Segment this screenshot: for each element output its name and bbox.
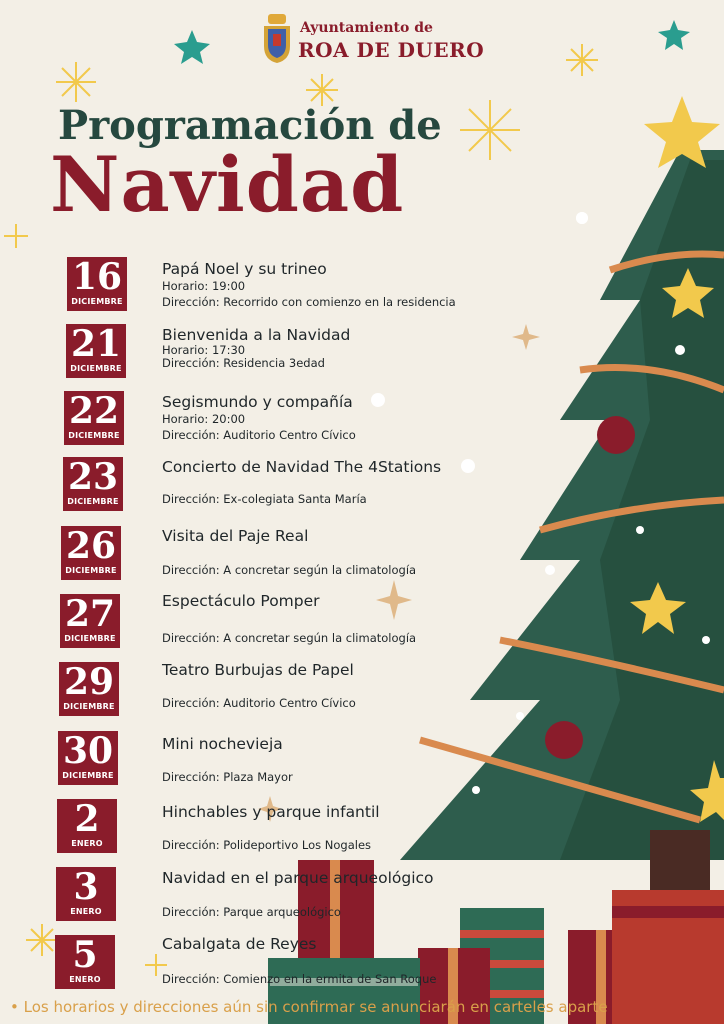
date-month: DICIEMBRE <box>67 497 119 506</box>
event-time: Horario: 20:00 <box>162 412 246 426</box>
date-day: 2 <box>74 798 100 840</box>
date-day: 21 <box>70 323 122 365</box>
date-badge <box>61 526 121 580</box>
date-month: DICIEMBRE <box>62 771 114 780</box>
page-title-line1: Programación de <box>58 102 442 149</box>
date-day: 26 <box>65 525 117 567</box>
municipality-header <box>262 12 502 67</box>
org-name: ROA DE DUERO <box>298 38 485 62</box>
event-item <box>0 324 724 384</box>
date-badge <box>64 391 124 445</box>
event-item <box>0 662 724 722</box>
event-location: Dirección: Parque arqueológico <box>162 905 341 919</box>
footer-note-text: Los horarios y direcciones aún sin confirmar se anunciarán en carteles aparte <box>23 998 608 1016</box>
event-title: Papá Noel y su trineo <box>162 260 327 278</box>
date-day: 23 <box>67 456 119 498</box>
bullet-icon: • <box>10 998 24 1016</box>
date-month: ENERO <box>71 839 103 848</box>
date-badge <box>55 935 115 989</box>
event-title: Hinchables y parque infantil <box>162 803 380 821</box>
event-title: Teatro Burbujas de Papel <box>162 661 354 679</box>
date-month: DICIEMBRE <box>63 702 115 711</box>
org-subtitle: Ayuntamiento de <box>300 20 433 36</box>
event-item <box>0 867 724 927</box>
event-location: Dirección: A concretar según la climatología <box>162 563 417 577</box>
event-title: Mini nochevieja <box>162 735 283 753</box>
event-time: Horario: 19:00 <box>162 279 246 293</box>
event-location: Dirección: A concretar según la climatología <box>162 631 417 645</box>
event-title: Cabalgata de Reyes <box>162 935 317 953</box>
date-month: DICIEMBRE <box>65 566 117 575</box>
event-location: Dirección: Residencia 3edad <box>162 356 325 370</box>
date-day: 3 <box>73 866 99 908</box>
date-month: DICIEMBRE <box>70 364 122 373</box>
event-location: Dirección: Plaza Mayor <box>162 770 293 784</box>
date-day: 22 <box>68 390 120 432</box>
date-month: DICIEMBRE <box>64 634 116 643</box>
date-badge <box>59 662 119 716</box>
event-title: Espectáculo Pomper <box>162 592 320 610</box>
event-location: Dirección: Comienzo en la ermita de San Roque <box>162 972 437 986</box>
event-title: Segismundo y compañía <box>162 393 353 411</box>
event-item <box>0 731 724 791</box>
event-item <box>0 799 724 859</box>
date-month: DICIEMBRE <box>68 431 120 440</box>
date-badge <box>56 867 116 921</box>
date-day: 27 <box>64 593 116 635</box>
event-location: Dirección: Auditorio Centro Cívico <box>162 428 356 442</box>
footer-note <box>10 998 608 1016</box>
date-day: 5 <box>72 934 98 976</box>
event-title: Concierto de Navidad The 4Stations <box>162 458 442 476</box>
event-title: Navidad en el parque arqueológico <box>162 869 434 887</box>
event-item <box>0 391 724 451</box>
event-location: Dirección: Auditorio Centro Cívico <box>162 696 356 710</box>
date-badge <box>67 257 127 311</box>
date-month: ENERO <box>69 975 101 984</box>
date-badge <box>66 324 126 378</box>
municipal-crest-logo <box>262 12 292 64</box>
date-month: DICIEMBRE <box>71 297 123 306</box>
event-item <box>0 594 724 654</box>
date-badge <box>60 594 120 648</box>
event-title: Visita del Paje Real <box>162 527 309 545</box>
event-item <box>0 935 724 995</box>
page-title-line2: Navidad <box>50 140 405 229</box>
event-title: Bienvenida a la Navidad <box>162 326 351 344</box>
date-badge <box>63 457 123 511</box>
event-location: Dirección: Ex-colegiata Santa María <box>162 492 367 506</box>
event-location: Dirección: Polideportivo Los Nogales <box>162 838 372 852</box>
date-day: 29 <box>63 661 115 703</box>
event-location: Dirección: Recorrido con comienzo en la residencia <box>162 295 456 309</box>
event-item <box>0 257 724 317</box>
event-time: Horario: 17:30 <box>162 343 246 357</box>
date-day: 30 <box>62 730 114 772</box>
date-day: 16 <box>71 256 123 298</box>
date-badge <box>58 731 118 785</box>
event-item <box>0 457 724 517</box>
date-month: ENERO <box>70 907 102 916</box>
date-badge <box>57 799 117 853</box>
event-item <box>0 526 724 586</box>
